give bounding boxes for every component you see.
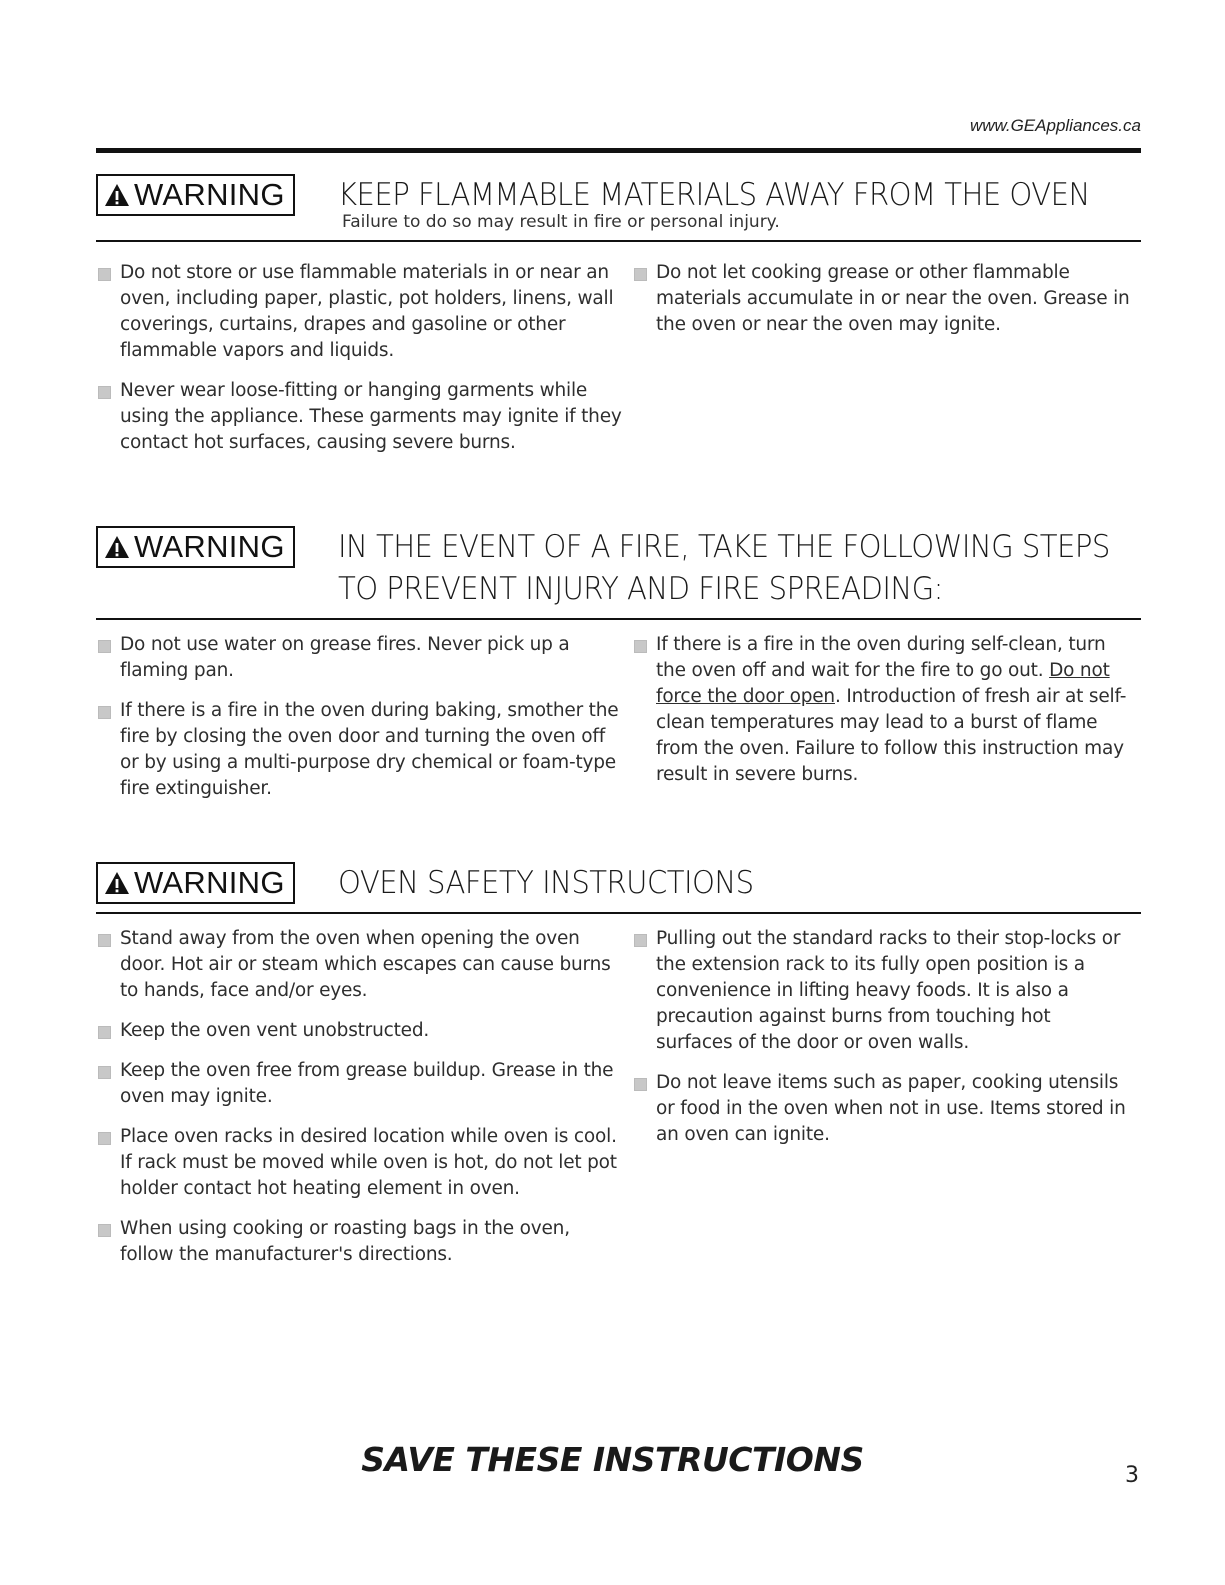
warning-triangle-icon [104, 183, 130, 207]
warning-badge [96, 862, 295, 904]
bullet-icon [634, 934, 647, 947]
list-item: Keep the oven vent unobstructed. [96, 1018, 622, 1044]
warning-section-fire [96, 526, 1141, 816]
warning-label: WARNING [134, 529, 285, 564]
right-column [632, 926, 1132, 1282]
list-item: If there is a fire in the oven during baking, smother the fire by closing the oven door and turning the oven off or by using a multi-purpose dry chemical or foam-type fire extinguisher. [96, 698, 622, 802]
list-item: Do not use water on grease fires. Never pick up a flaming pan. [96, 632, 622, 684]
bullet-icon [98, 1026, 111, 1039]
list-item: Do not store or use flammable materials in or near an oven, including paper, plastic, pot holders, linens, wall coverings, curtains, drapes and gasoline or other flammable vapors and liquids. [96, 260, 622, 364]
list-item: Never wear loose-fitting or hanging garments while using the appliance. These garments may ignite if they contact hot surfaces, causing severe burns. [96, 378, 622, 456]
bullet-icon [98, 1224, 111, 1237]
warning-badge [96, 526, 295, 568]
bullet-icon [634, 268, 647, 281]
warning-section-oven-safety [96, 862, 1141, 1282]
list-item: Do not let cooking grease or other flammable materials accumulate in or near the oven. Grease in the oven or near the oven may ignite. [632, 260, 1132, 338]
warning-badge [96, 174, 295, 216]
left-column [96, 260, 622, 470]
section-rule [96, 240, 1141, 242]
bullet-icon [634, 1078, 647, 1091]
footer-title: SAVE THESE INSTRUCTIONS [361, 1440, 864, 1479]
section-rule [96, 618, 1141, 620]
list-item: Do not leave items such as paper, cooking utensils or food in the oven when not in use. Items stored in an oven can ignite. [632, 1070, 1132, 1148]
bullet-icon [98, 706, 111, 719]
bullet-icon [98, 386, 111, 399]
warning-label: WARNING [134, 865, 285, 900]
warning-label: WARNING [134, 177, 285, 212]
bullet-icon [98, 268, 111, 281]
warning-header [96, 174, 1141, 232]
section-title: KEEP FLAMMABLE MATERIALS AWAY FROM THE OVEN [338, 177, 1090, 213]
bullet-icon [98, 640, 111, 653]
section-title-line2: TO PREVENT INJURY AND FIRE SPREADING: [338, 571, 943, 607]
left-column [96, 926, 622, 1282]
page-number: 3 [1125, 1463, 1139, 1488]
section-title: OVEN SAFETY INSTRUCTIONS [338, 865, 754, 901]
list-item: Place oven racks in desired location while oven is cool. If rack must be moved while oven is hot, do not let pot holder contact hot heating element in oven. [96, 1124, 622, 1202]
list-item: Keep the oven free from grease buildup. Grease in the oven may ignite. [96, 1058, 622, 1110]
list-item: If there is a fire in the oven during self-clean, turn the oven off and wait for the fire to go out. Do not force the door open. Introduction of fresh air at self-clean temperatures may lead to a burst of flame from the oven. Failure to follow this instruction may result in severe burns. [632, 632, 1132, 788]
list-item: When using cooking or roasting bags in the oven, follow the manufacturer's directions. [96, 1216, 622, 1268]
warning-header [96, 862, 1141, 904]
list-item: Pulling out the standard racks to their stop-locks or the extension rack to its fully open position is a convenience in lifting heavy foods. It is also a precaution against burns from touching hot surfaces of the door or oven walls. [632, 926, 1132, 1056]
site-url: www.GEAppliances.ca [969, 116, 1141, 135]
right-column [632, 632, 1132, 816]
section-rule [96, 912, 1141, 914]
underlined-warning: Do not force the door open [656, 660, 1110, 707]
warning-section-flammable [96, 174, 1141, 470]
bullet-icon [98, 1132, 111, 1145]
bullet-icon [98, 1066, 111, 1079]
left-column [96, 632, 622, 816]
bullet-icon [98, 934, 111, 947]
warning-triangle-icon [104, 535, 130, 559]
top-rule [96, 148, 1141, 153]
right-column [632, 260, 1132, 470]
section-title-line1: IN THE EVENT OF A FIRE, TAKE THE FOLLOWING STEPS [338, 529, 1110, 565]
list-item: Stand away from the oven when opening the oven door. Hot air or steam which escapes can cause burns to hands, face and/or eyes. [96, 926, 622, 1004]
warning-header [96, 526, 1141, 610]
bullet-icon [634, 640, 647, 653]
section-subtitle: Failure to do so may result in fire or personal injury. [342, 212, 780, 232]
warning-triangle-icon [104, 871, 130, 895]
